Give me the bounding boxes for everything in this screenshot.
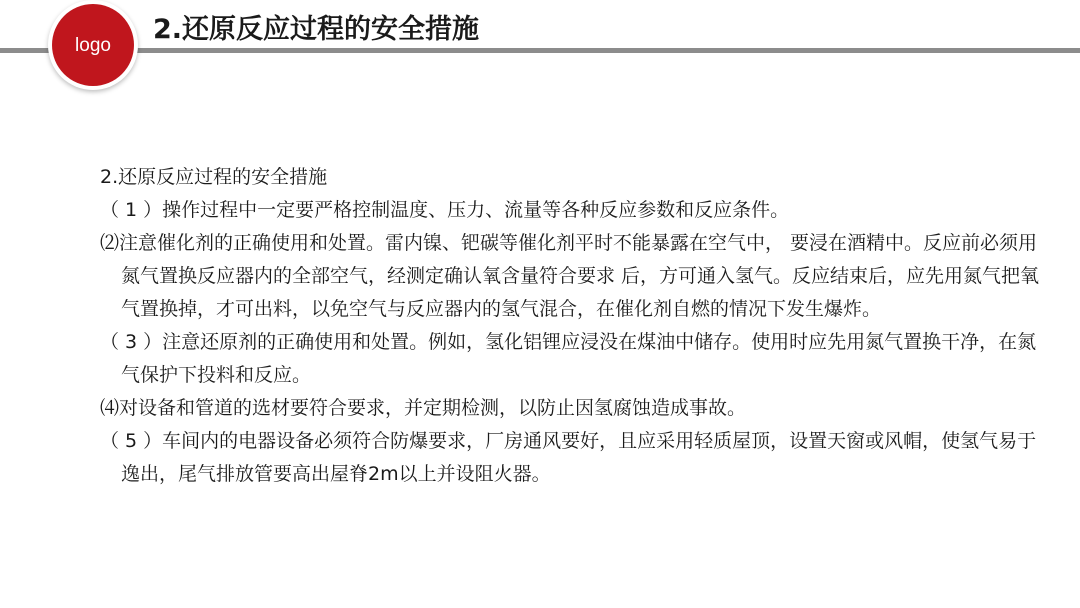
list-item: ⑷对设备和管道的选材要符合要求，并定期检测，以防止因氢腐蚀造成事故。 <box>100 397 747 419</box>
content-body <box>100 161 1050 491</box>
logo-text: logo <box>75 34 111 56</box>
list-item: ⑵注意催化剂的正确使用和处置。雷内镍、钯碳等催化剂平时不能暴露在空气中， 要浸在酒精中。反应前必须用氮气置换反应器内的全部空气，经测定确认氧含量符合要求 后，方可通入氢气。反应结束后，应先用氮气把氧气置换掉，才可出料，以免空气与反应器内的氢气混合，在催化剂自燃的情况下发生爆炸。 <box>100 232 1040 320</box>
list-item: （ 1 ）操作过程中一定要严格控制温度、压力、流量等各种反应参数和反应条件。 <box>100 199 790 221</box>
header-divider <box>0 48 1080 53</box>
logo-badge <box>52 4 134 86</box>
page-title: 2.还原反应过程的安全措施 <box>153 14 480 45</box>
list-item: （ 3 ）注意还原剂的正确使用和处置。例如，氢化铝锂应浸没在煤油中储存。使用时应先用氮气置换干净，在氮气保护下投料和反应。 <box>100 331 1037 386</box>
list-item: （ 5 ）车间内的电器设备必须符合防爆要求，厂房通风要好，且应采用轻质屋顶，设置天窗或风帽，使氢气易于逸出，尾气排放管要高出屋脊2m以上并设阻火器。 <box>100 430 1037 485</box>
content-heading: 2.还原反应过程的安全措施 <box>100 166 328 188</box>
